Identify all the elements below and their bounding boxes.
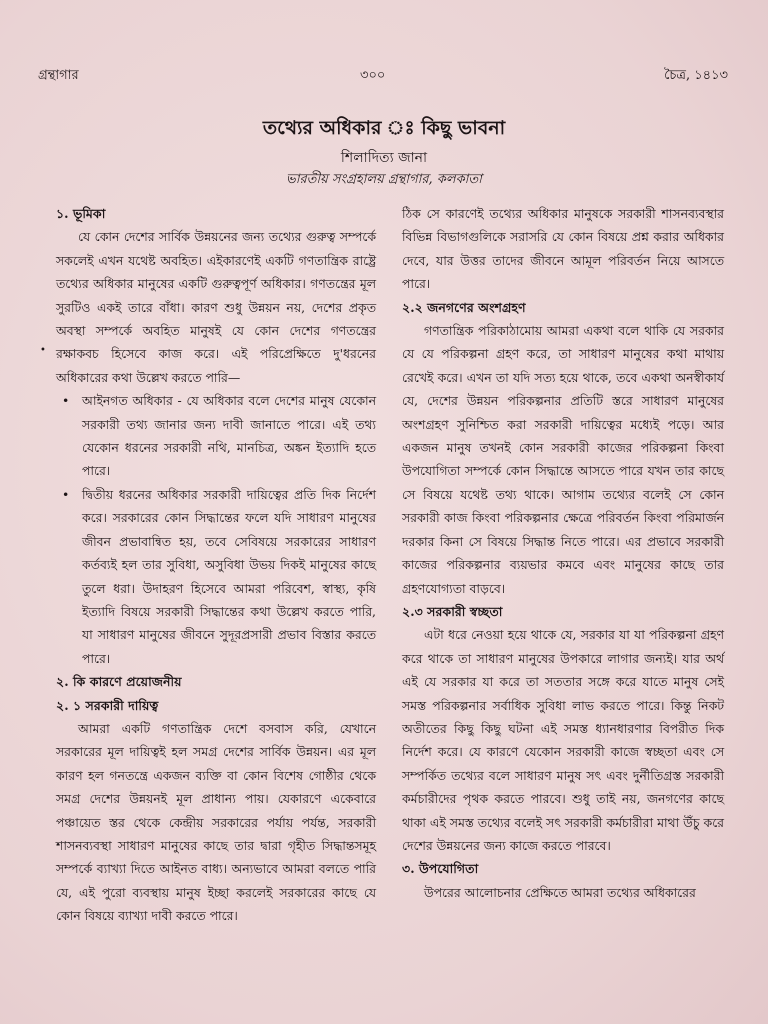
section-heading-usefulness: ৩. উপযোগিতা bbox=[402, 861, 479, 877]
bullet-icon: • bbox=[62, 393, 70, 409]
section-heading-intro: ১. ভূমিকা bbox=[56, 206, 106, 221]
left-column bbox=[56, 202, 376, 928]
govt-duty-paragraph: আমরা একটি গণতান্ত্রিক দেশে বসবাস করি, যেখানে সরকারের মূল দায়িত্বই হল সমগ্র দেশের সার্বিক উন্নয়ন। এর মূল কারণ হল গনতন্ত্রে একজন ব্যক্তি বা কোন বিশেষ গোষ্ঠীর থেকে সমগ্র দেশের উন্নয়নই মূল প্রাধান্য পায়। যেকারণে একেবারে পঞ্চায়েত স্তর থেকে কেন্দ্রীয় সরকারের পর্যায় পর্যন্ত, সরকারী শাসনব্যবস্থা সাধারণ মানুষের কাছে তার দ্বারা গৃহীত সিদ্ধান্তসমূহ সম্পর্কে ব্যাখ্যা দিতে আইনত বাধ্য। অন্যভাবে আমরা বলতে পারি যে, এই পুরো ব্যবস্থায় মানুষ ইচ্ছা করলেই সরকারের কাছে যে কোন বিষয়ে ব্যাখ্যা দাবী করতে পারে। bbox=[56, 720, 376, 924]
list-item-text: আইনগত অধিকার - যে অধিকার বলে দেশের মানুষ যেকোন সরকারী তথ্য জানার জন্য দাবী জানাতে পারে। এই তথ্য যেকোন ধরনের সরকারী নথি, মানচিত্র, অঙ্কন ইত্যাদি হতে পারে। bbox=[82, 393, 376, 479]
article-author: শিলাদিত্য জানা bbox=[340, 150, 428, 166]
running-header-date: চৈত্র, ১৪১৩ bbox=[664, 68, 728, 83]
subsection-heading-govt-duty: ২. ১ সরকারী দায়িত্ব bbox=[56, 697, 159, 713]
rights-list bbox=[56, 389, 376, 670]
subsection-heading-participation: ২.২ জনগণের অংশগ্রহণ bbox=[402, 299, 526, 315]
running-header-journal: গ্রন্থাগার bbox=[38, 68, 79, 83]
page-number: ৩০০ bbox=[360, 68, 386, 83]
participation-paragraph: গণতান্ত্রিক পরিকাঠামোয় আমরা একথা বলে থাকি যে সরকার যে যে পরিকল্পনা গ্রহণ করে, তা সাধারণ মানুষের কথা মাথায় রেখেই করে। এখন তা যদি সত্য হয়ে থাকে, তবে একথা অনস্বীকার্য যে, দেশের উন্নয়ন পরিকল্পনার প্রতিটি স্তরে সাধারণ মানুষের অংশগ্রহণ সুনিশ্চিত করা সরকারী দায়িত্বের মধ্যেই পড়ে। আর একজন মানুষ তখনই কোন সরকারী কাজের পরিকল্পনা কিংবা উপযোগিতা সম্পর্কে কোন সিদ্ধান্তে আসতে পারে যখন তার কাছে সে বিষয়ে যথেষ্ট তথ্য থাকে। আগাম তথ্যের বলেই সে কোন সরকারী কাজ কিংবা পরিকল্পনার ক্ষেত্রে পরিবর্তন কিংবা পরিমার্জন দরকার কিনা সে বিষয়ে সিদ্ধান্ত নিতে পারে। এর প্রভাবে সরকারী কাজের পরিকল্পনার ব্যয়ভার কমবে এবং মানুষের কাছে তার গ্রহণযোগ্যতা বাড়বে। bbox=[402, 323, 724, 596]
bullet-icon: • bbox=[62, 486, 70, 502]
section-heading-why: ২. কি কারণে প্রয়োজনীয় bbox=[56, 674, 182, 690]
subsection-heading-transparency: ২.৩ সরকারী স্বচ্ছতা bbox=[402, 603, 503, 619]
author-affiliation: ভারতীয় সংগ্রহালয় গ্রন্থাগার, কলকাতা bbox=[286, 172, 482, 187]
article-title: তথ্যের অধিকার ঃ কিছু ভাবনা bbox=[262, 117, 506, 139]
list-item-text: দ্বিতীয় ধরনের অধিকার সরকারী দায়িত্বের প্রতি দিক নির্দেশ করে। সরকারের কোন সিদ্ধান্তের ফলে যদি সাধারণ মানুষের জীবন প্রভাবান্বিত হয়, তবে সেবিষয়ে সরকারের সাধারণ কর্তব্যই হল তার সুবিধা, অসুবিধা উভয় দিকই মানুষের কাছে তুলে ধরা। উদাহরণ হিসেবে আমরা পরিবেশ, স্বাস্থ্য, কৃষি ইত্যাদি বিষয়ে সরকারী সিদ্ধান্তের কথা উল্লেখ করতে পারি, যা সাধারণ মানুষের জীবনে সুদূরপ্রসারী প্রভাব বিস্তার করতে পারে। bbox=[82, 486, 376, 666]
right-column bbox=[402, 202, 724, 904]
continued-paragraph: ঠিক সে কারণেই তথ্যের অধিকার মানুষকে সরকারী শাসনব্যবস্থার বিভিন্ন বিভাগগুলিকে সরাসরি যে কোন বিষয়ে প্রশ্ন করার অধিকার দেবে, যার উত্তর তাদের জীবনে আমূল পরিবর্তন নিয়ে আসতে পারে। bbox=[402, 206, 724, 292]
intro-paragraph: যে কোন দেশের সার্বিক উন্নয়নের জন্য তথ্যের গুরুত্ব সম্পর্কে সকলেই এখন যথেষ্ট অবহিত। এইকারণেই একটি গণতান্ত্রিক রাষ্ট্রে তথ্যের অধিকার মানুষের একটি গুরুত্বপূর্ণ অধিকার। গণতন্ত্রের মূল সুরটিও একই তারে বাঁধা। কারণ শুধু উন্নয়ন নয়, দেশের প্রকৃত অবস্থা সম্পর্কে অবহিত মানুষই যে কোন দেশের গণতন্ত্রের রক্ষাকবচ হিসেবে কাজ করে। এই পরিপ্রেক্ষিতে দু'ধরনের অধিকারের কথা উল্লেখ করতে পারি— bbox=[56, 229, 376, 385]
margin-mark: • bbox=[40, 345, 46, 356]
list-item bbox=[62, 389, 376, 483]
transparency-paragraph: এটা ধরে নেওয়া হয়ে থাকে যে, সরকার যা যা পরিকল্পনা গ্রহণ করে থাকে তা সাধারণ মানুষের উপকারে লাগার জন্যই। যার অর্থ এই যে সরকার যা করে তা সততার সঙ্গে করে যাতে মানুষ সেই সমস্ত পরিকল্পনার সর্বাধিক সুবিধা লাভ করতে পারে। কিন্তু নিকট অতীতের কিছু কিছু ঘটনা এই সমস্ত ধ্যানধারণার বিপরীত দিক নির্দেশ করে। যে কারণে যেকোন সরকারী কাজে স্বচ্ছতা এবং সে সম্পর্কিত তথ্যের বলে সাধারণ মানুষ সৎ এবং দুর্নীতিগ্রস্ত সরকারী কর্মচারীদের পৃথক করতে পারবে। শুধু তাই নয়, জনগণের কাছে থাকা এই সমস্ত তথ্যের বলেই সৎ সরকারী কর্মচারীরা মাথা উঁচু করে দেশের উন্নয়নের জন্য কাজে করতে পারবে। bbox=[402, 627, 724, 853]
list-item bbox=[62, 483, 376, 670]
usefulness-paragraph: উপরের আলোচনার প্রেক্ষিতে আমরা তথ্যের অধিকারের bbox=[424, 884, 696, 900]
